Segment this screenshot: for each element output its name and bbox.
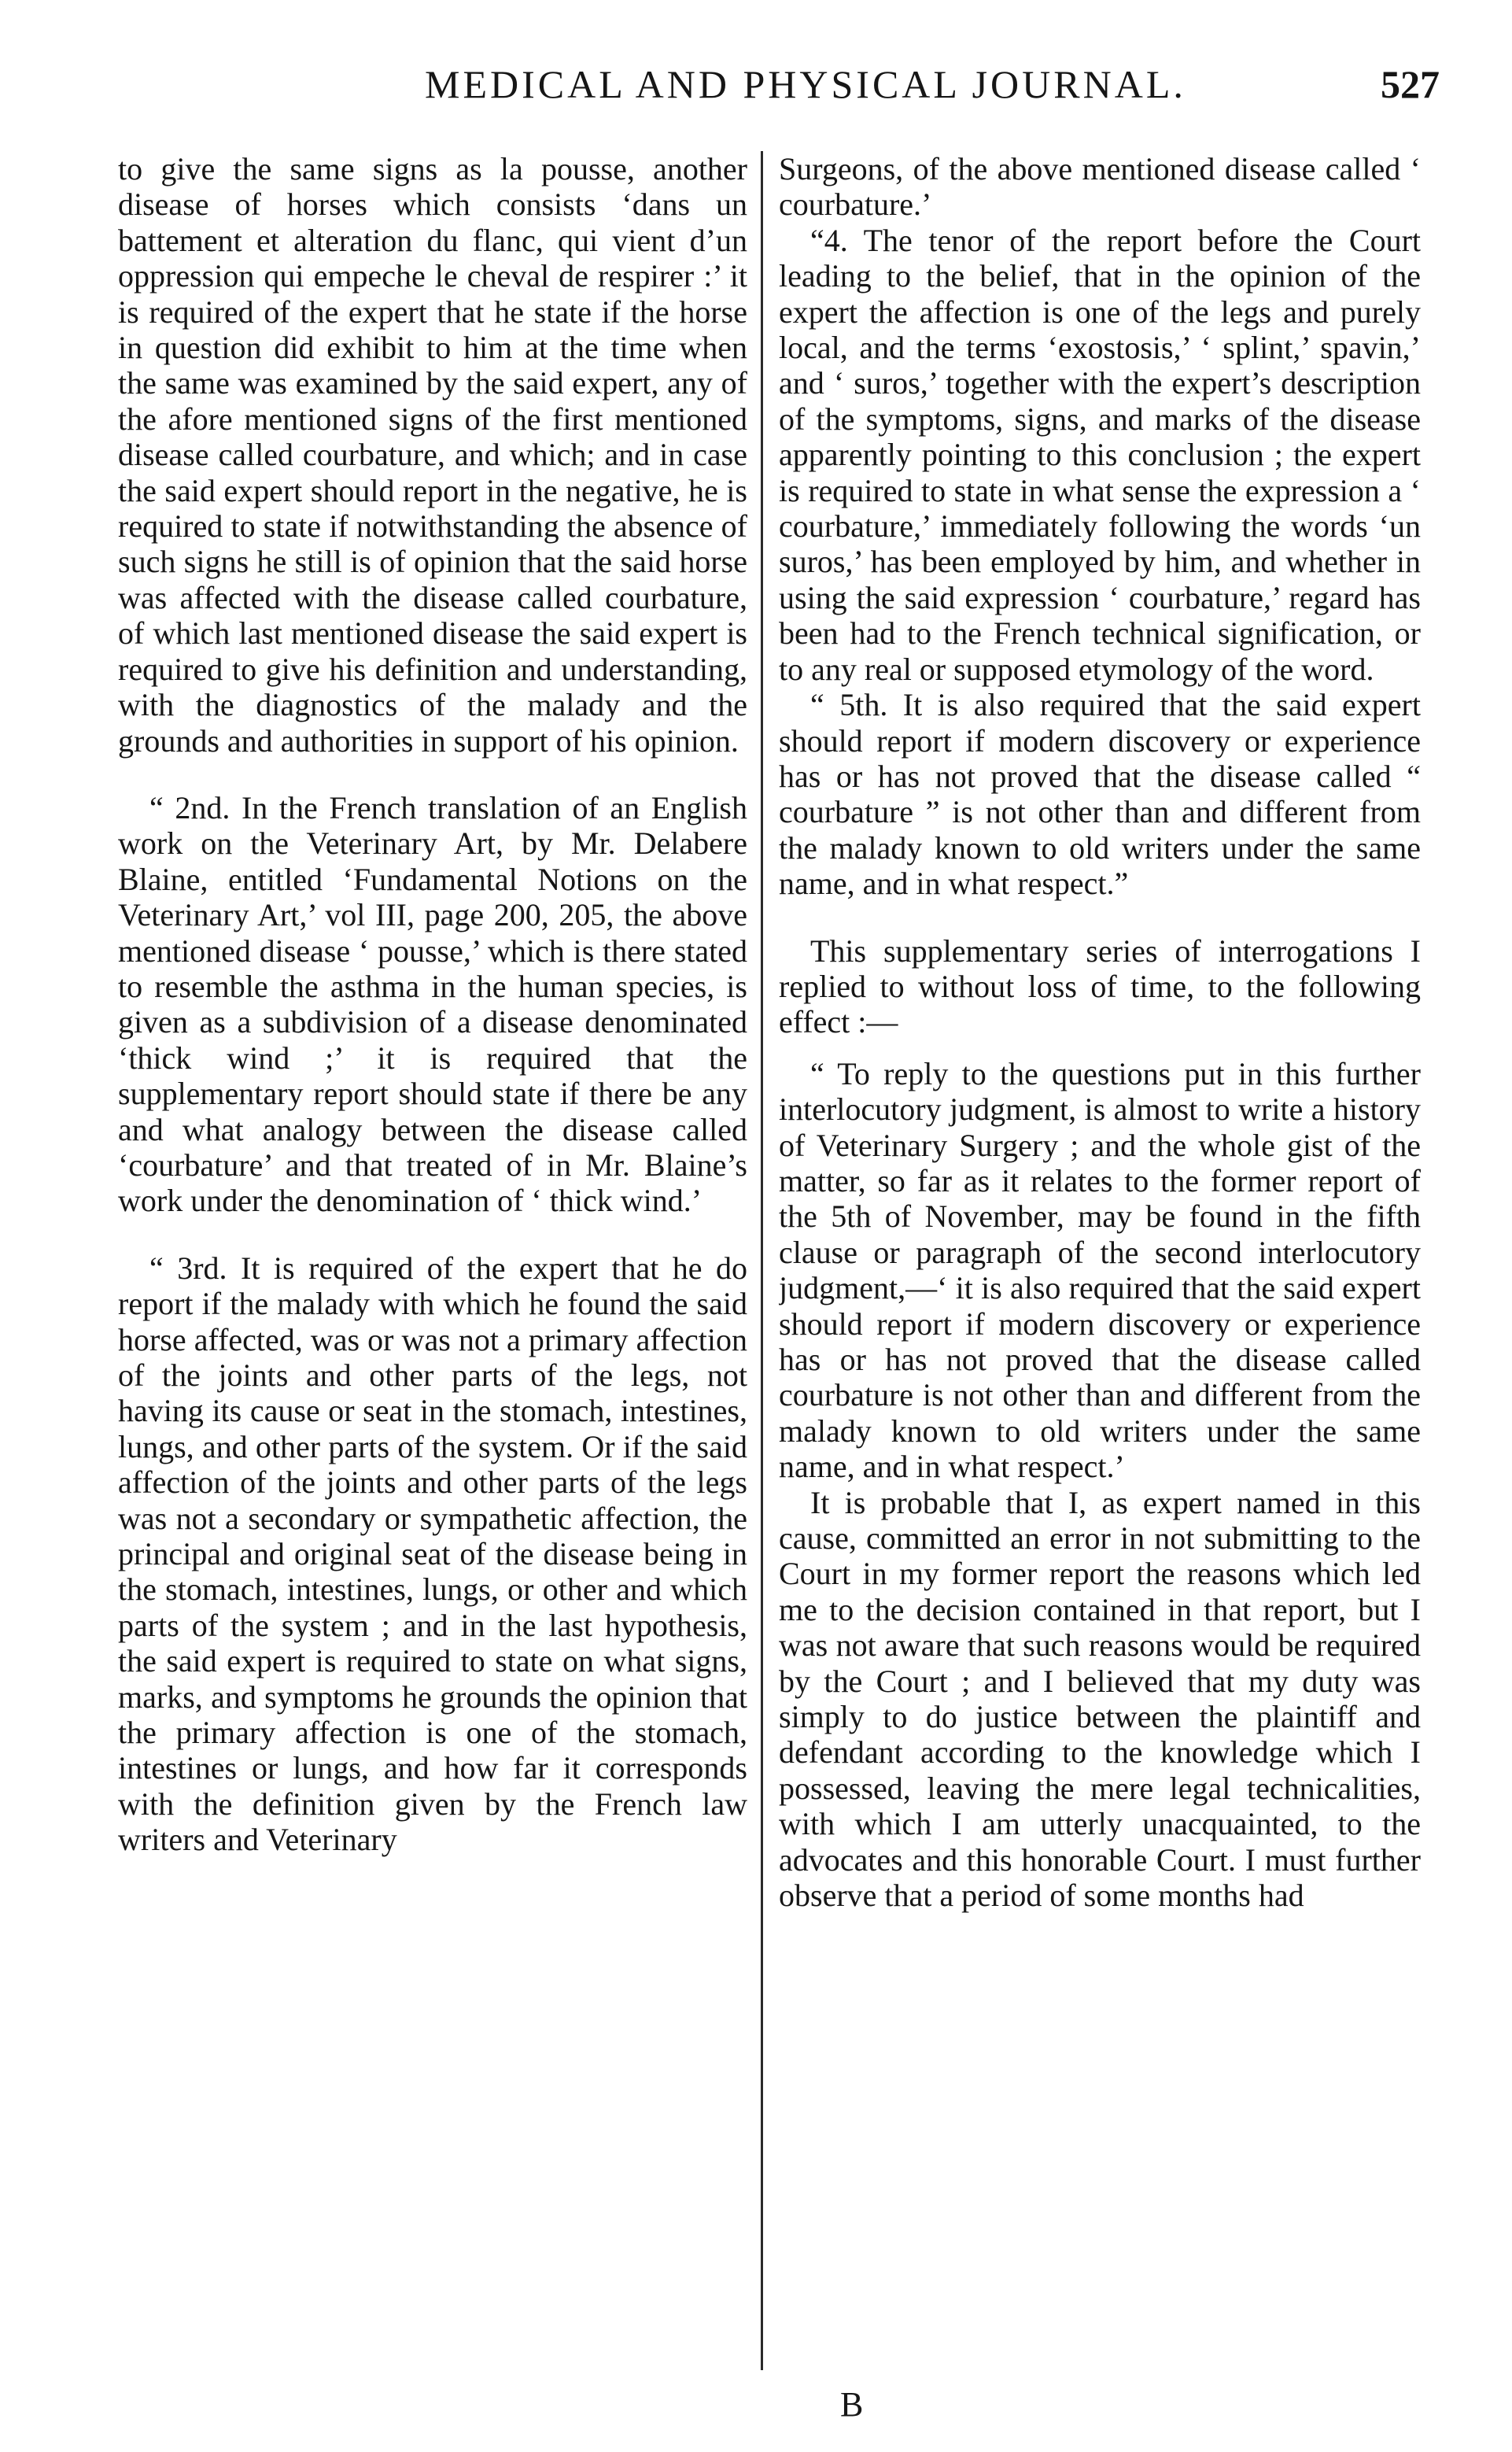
right-column — [779, 151, 1421, 2354]
left-paragraph-3: “ 3rd. It is required of the expert that he do report if the malady with which he found the said horse affected, was or was not a primary affection of the joints and other parts of the legs, not having its cause or seat in the stomach, intestines, lungs, and other parts of the system. Or if the said affection of the joints and other parts of the legs was not a secondary or sympathetic affection, the principal and original seat of the disease being in the stomach, intestines, lungs, or other and which parts of the system ; and in the last hypothesis, the said expert is required to state on what signs, marks, and symptoms he grounds the opinion that the primary affection is one of the stomach, intestines or lungs, and how far it corresponds with the definition given by the French law writers and Veterinary — [118, 1250, 747, 1858]
column-rule — [761, 151, 763, 2370]
left-column — [118, 151, 747, 2354]
running-head — [118, 61, 1440, 124]
right-paragraph-2: “4. The tenor of the report before the Court leading to the belief, that in the opinion of the expert the affection is one of the legs and purely local, and the terms ‘exostosis,’ ‘ splint,’ spavin,’ and ‘ suros,’ together with the expert’s description of the symptoms, signs, and marks of the disease apparently pointing to this conclusion ; the expert is required to state in what sense the expression a ‘ courbature,’ immediately following the words ‘un suros,’ has been employed by him, and whether in using the said expression ‘ courbature,’ regard has been had to the French technical signification, or to any real or supposed etymology of the word. — [779, 222, 1421, 687]
right-paragraph-1: Surgeons, of the above mentioned disease called ‘ courbature.’ — [779, 151, 1421, 223]
right-paragraph-4: This supplementary series of interrogations I replied to without loss of time, to the following effect :— — [779, 932, 1421, 1040]
right-paragraph-5: “ To reply to the questions put in this further interlocutory judgment, is almost to write a history of Veterinary Surgery ; and the whole gist of the matter, so far as it relates to the former report of the 5th of November, may be found in the fifth clause or paragraph of the second interlocutory judgment,—‘ it is also required that the said expert should report if modern discovery or experience has or has not proved that the disease called courbature is not other than and different from the malady known to old writers under the same name, and in what respect.’ — [779, 1055, 1421, 1485]
right-paragraph-3: “ 5th. It is also required that the said expert should report if modern discovery or experience has or has not proved that the disease called “ courbature ” is not other than and different from the malady known to old writers under the same name, and in what respect.” — [779, 687, 1421, 902]
left-paragraph-1: to give the same signs as la pousse, another disease of horses which consists ‘dans un battement et alteration du flanc, qui vient d’un oppression qui empeche le cheval de respirer :’ it is required of the expert that he state if the horse in question did exhibit to him at the time when the same was examined by the said expert, any of the afore mentioned signs of the first mentioned disease called courbature, and which; and in case the said expert should report in the negative, he is required to state if notwithstanding the absence of such signs he still is of opinion that the said horse was affected with the disease called courbature, of which last mentioned disease the said expert is required to give his definition and understanding, with the diagnostics of the malady and the grounds and authorities in support of his opinion. — [118, 151, 747, 759]
right-paragraph-6: It is probable that I, as expert named in this cause, committed an error in not submitting to the Court in my former report the reasons which led me to the decision contained in that report, but I was not aware that such reasons would be required by the Court ; and I believed that my duty was simply to do justice between the plaintiff and defendant according to the knowledge which I possessed, leaving the mere legal technicalities, with which I am utterly unacquainted, to the advocates and this honorable Court. I must further observe that a period of some months had — [779, 1484, 1421, 1914]
left-paragraph-2: “ 2nd. In the French translation of an English work on the Veterinary Art, by Mr. Delabere Blaine, entitled ‘Fundamental Notions on the Veterinary Art,’ vol III, page 200, 205, the above mentioned disease ‘ pousse,’ which is there stated to resemble the asthma in the human species, is given as a subdivision of a disease denominated ‘thick wind ;’ it is required that the supplementary report should state if there be any and what analogy between the disease called ‘courbature’ and that treated of in Mr. Blaine’s work under the denomination of ‘ thick wind.’ — [118, 789, 747, 1219]
signature-mark: B — [840, 2385, 864, 2424]
page-number: 527 — [1381, 62, 1440, 106]
running-title: MEDICAL AND PHYSICAL JOURNAL. — [425, 62, 1186, 106]
